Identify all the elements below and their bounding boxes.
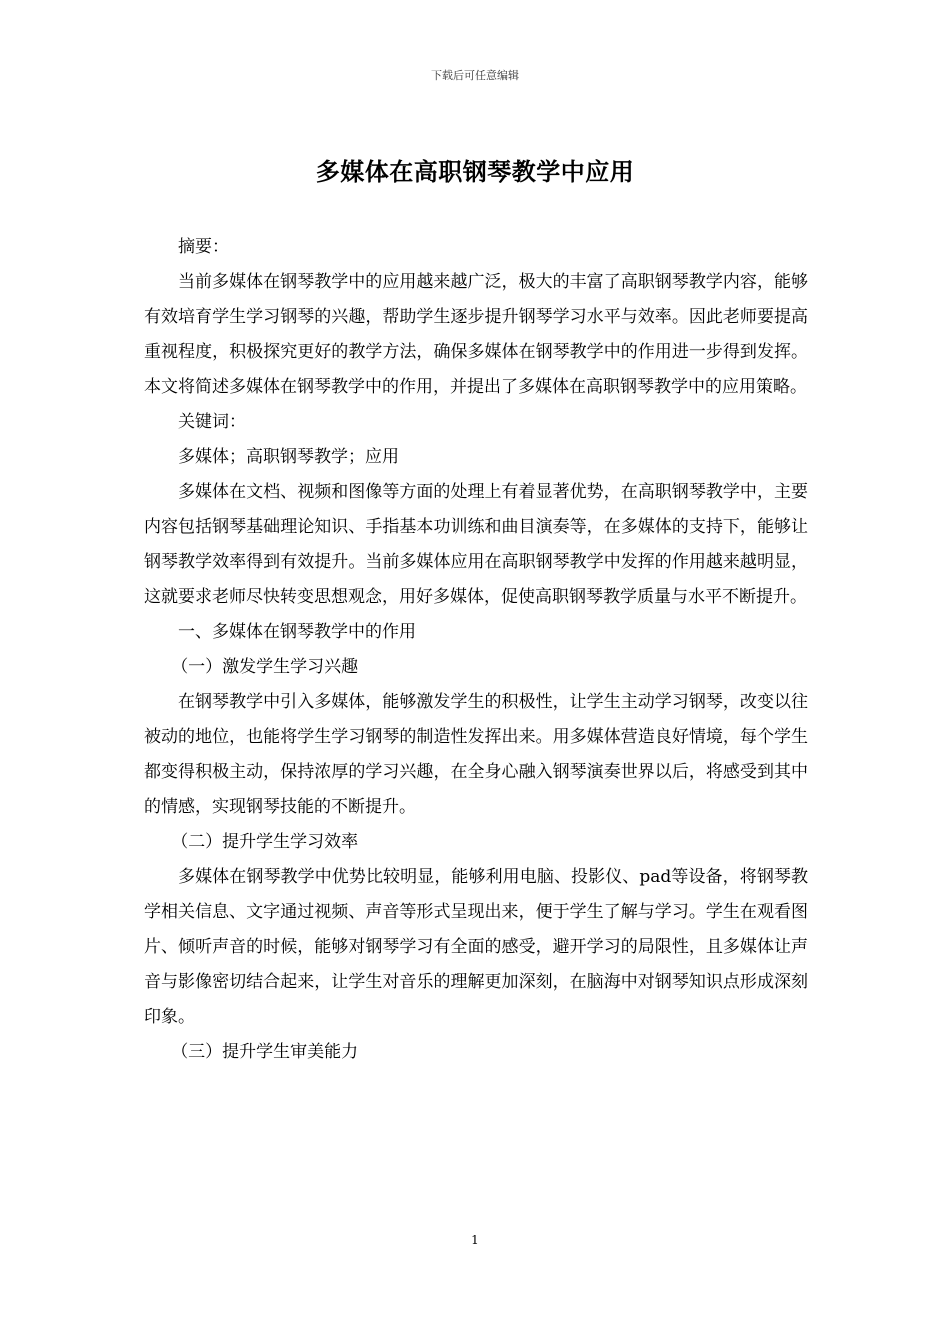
page-header: 下载后可任意编辑: [431, 69, 519, 82]
section-heading-1: 一、多媒体在钢琴教学中的作用: [178, 622, 416, 642]
keywords-label: 关键词：: [178, 412, 246, 432]
document-body: [144, 230, 808, 1070]
intro-paragraph: 多媒体在文档、视频和图像等方面的处理上有着显著优势，在高职钢琴教学中，主要内容包括钢琴基础理论知识、手指基本功训练和曲目演奏等，在多媒体的支持下，能够让钢琴教学效率得到有效提升。当前多媒体应用在高职钢琴教学中发挥的作用越来越明显，这就要求老师尽快转变思想观念，用好多媒体，促使高职钢琴教学质量与水平不断提升。: [144, 482, 808, 607]
subsection-heading-1: （一）激发学生学习兴趣: [171, 657, 359, 677]
subsection-heading-2: （二）提升学生学习效率: [171, 832, 359, 852]
subsection-text-1: 在钢琴教学中引入多媒体，能够激发学生的积极性，让学生主动学习钢琴，改变以往被动的地位，也能将学生学习钢琴的制造性发挥出来。用多媒体营造良好情境，每个学生都变得积极主动，保持浓厚的学习兴趣，在全身心融入钢琴演奏世界以后，将感受到其中的情感，实现钢琴技能的不断提升。: [144, 692, 808, 817]
page-number: 1: [471, 1233, 479, 1247]
document-title: 多媒体在高职钢琴教学中应用: [315, 157, 635, 186]
subsection-heading-3: （三）提升学生审美能力: [171, 1042, 359, 1062]
keywords-text: 多媒体；高职钢琴教学；应用: [178, 447, 399, 467]
abstract-label: 摘要：: [178, 237, 229, 257]
abstract-text: 当前多媒体在钢琴教学中的应用越来越广泛，极大的丰富了高职钢琴教学内容，能够有效培育学生学习钢琴的兴趣，帮助学生逐步提升钢琴学习水平与效率。因此老师要提高重视程度，积极探究更好的教学方法，确保多媒体在钢琴教学中的作用进一步得到发挥。本文将简述多媒体在钢琴教学中的作用，并提出了多媒体在高职钢琴教学中的应用策略。: [144, 272, 808, 397]
subsection-text-2: 多媒体在钢琴教学中优势比较明显，能够利用电脑、投影仪、pad等设备，将钢琴教学相关信息、文字通过视频、声音等形式呈现出来，便于学生了解与学习。学生在观看图片、倾听声音的时候，能够对钢琴学习有全面的感受，避开学习的局限性，且多媒体让声音与影像密切结合起来，让学生对音乐的理解更加深刻，在脑海中对钢琴知识点形成深刻印象。: [144, 867, 808, 1027]
